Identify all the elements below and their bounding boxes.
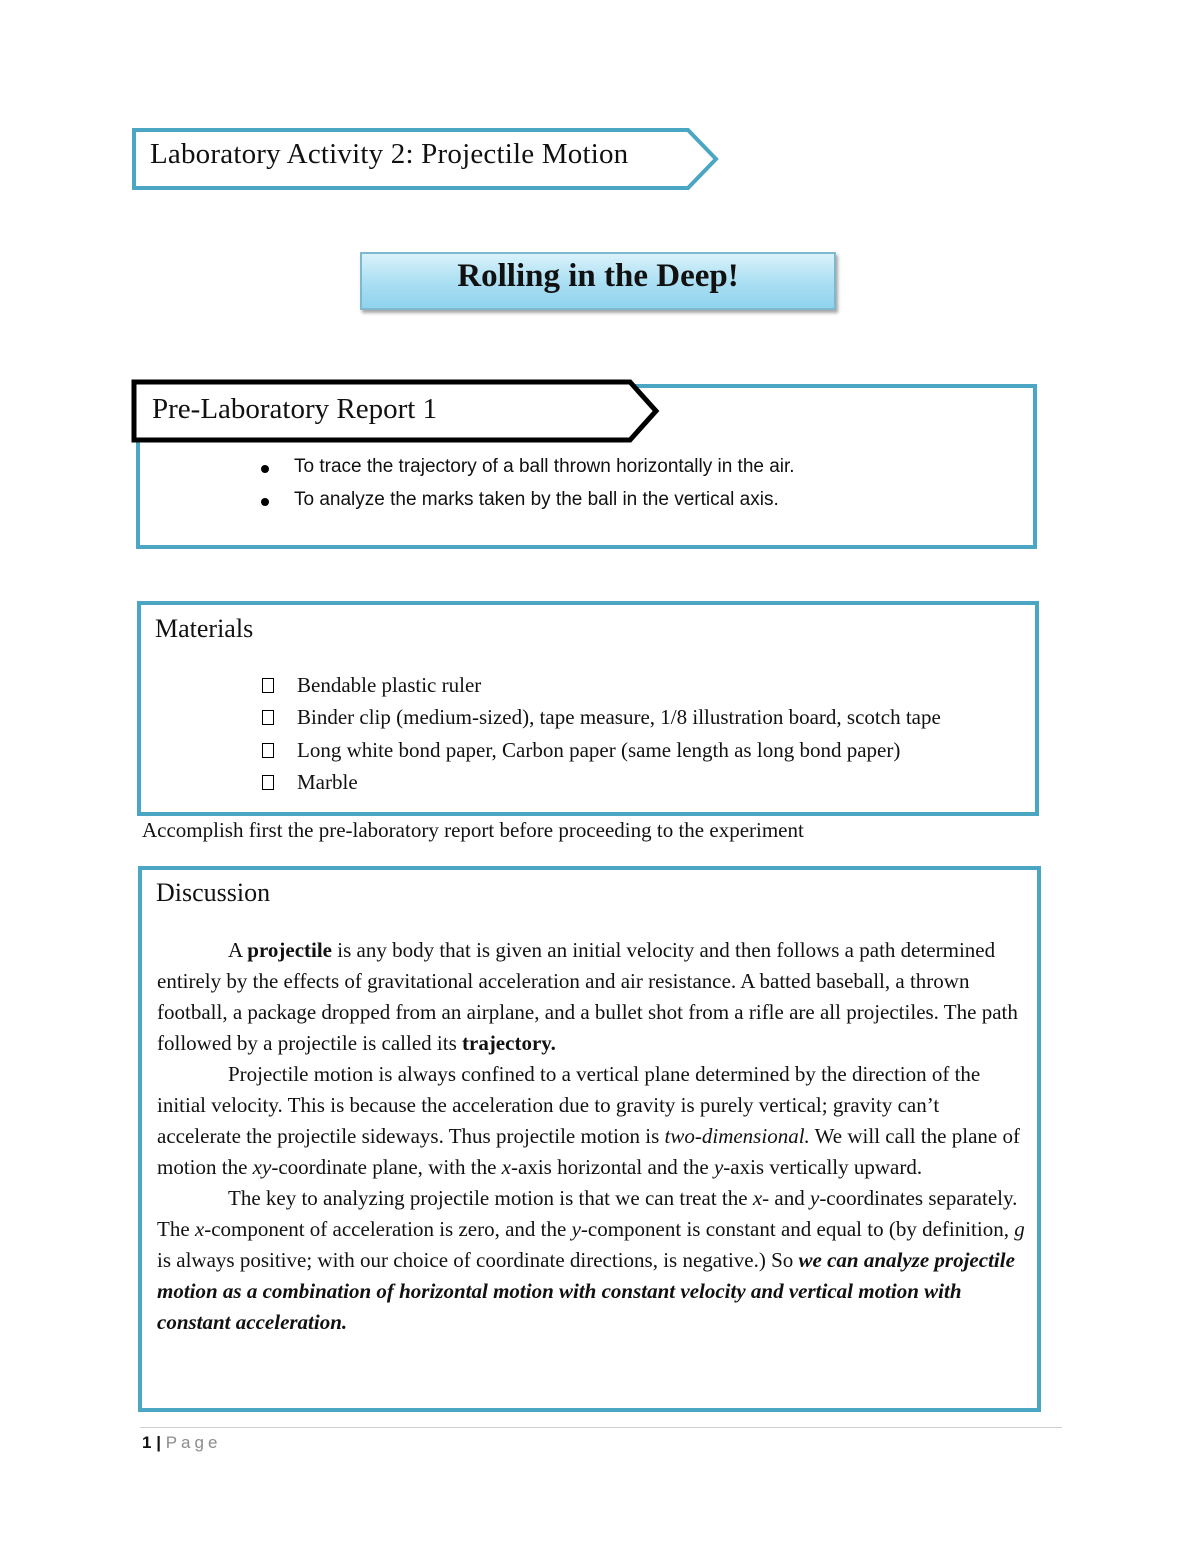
checkbox-glyph-icon xyxy=(262,775,274,790)
checkbox-glyph-icon xyxy=(262,678,274,693)
instruction-note: Accomplish first the pre-laboratory report before proceeding to the experiment xyxy=(142,818,804,842)
page-label: Page xyxy=(165,1433,222,1452)
material-item: Marble xyxy=(297,770,358,794)
discussion-paragraph: A projectile is any body that is given an initial velocity and then follows a path determined entirely by the effects of gravitational acceleration and air resistance. A batted baseball, a thrown football, a package dropped from an airplane, and a bullet shot from a rifle are all projectiles. The path followed by a projectile is called its trajectory. xyxy=(157,938,1018,1055)
material-item: Binder clip (medium-sized), tape measure, 1/8 illustration board, scotch tape xyxy=(297,705,941,729)
footer-divider xyxy=(140,1427,1062,1428)
materials-heading: Materials xyxy=(155,614,254,643)
bullet-icon xyxy=(261,465,269,473)
prelab-heading: Pre-Laboratory Report 1 xyxy=(152,393,438,425)
material-item: Bendable plastic ruler xyxy=(297,673,482,697)
discussion-heading: Discussion xyxy=(156,878,271,907)
bullet-icon xyxy=(261,498,269,506)
page-footer xyxy=(142,1433,221,1453)
objective-item: To analyze the marks taken by the ball in the vertical axis. xyxy=(294,489,779,510)
subtitle: Rolling in the Deep! xyxy=(457,258,739,294)
material-item: Long white bond paper, Carbon paper (same length as long bond paper) xyxy=(297,738,901,762)
page-title: Laboratory Activity 2: Projectile Motion xyxy=(150,138,629,170)
discussion-body xyxy=(157,935,1027,1338)
page-number: 1 xyxy=(142,1433,152,1452)
discussion-paragraph: The key to analyzing projectile motion is that we can treat the x- and y-coordinates separately. The x-component of acceleration is zero, and the y-component is constant and equal to (by definition, g is always positive; with our choice of coordinate directions, is negative.) So we can analyze projectile motion as a combination of horizontal motion with constant velocity and vertical motion with constant acceleration. xyxy=(157,1186,1025,1334)
footer-separator: | xyxy=(156,1433,161,1452)
checkbox-glyph-icon xyxy=(262,743,274,758)
checkbox-glyph-icon xyxy=(262,710,274,725)
discussion-paragraph: Projectile motion is always confined to a vertical plane determined by the direction of the initial velocity. This is because the acceleration due to gravity is purely vertical; gravity can’t accelerate the projectile sideways. Thus projectile motion is two-dimensional. We will call the plane of motion the xy-coordinate plane, with the x-axis horizontal and the y-axis vertically upward. xyxy=(157,1062,1020,1179)
objective-item: To trace the trajectory of a ball thrown horizontally in the air. xyxy=(294,456,795,477)
